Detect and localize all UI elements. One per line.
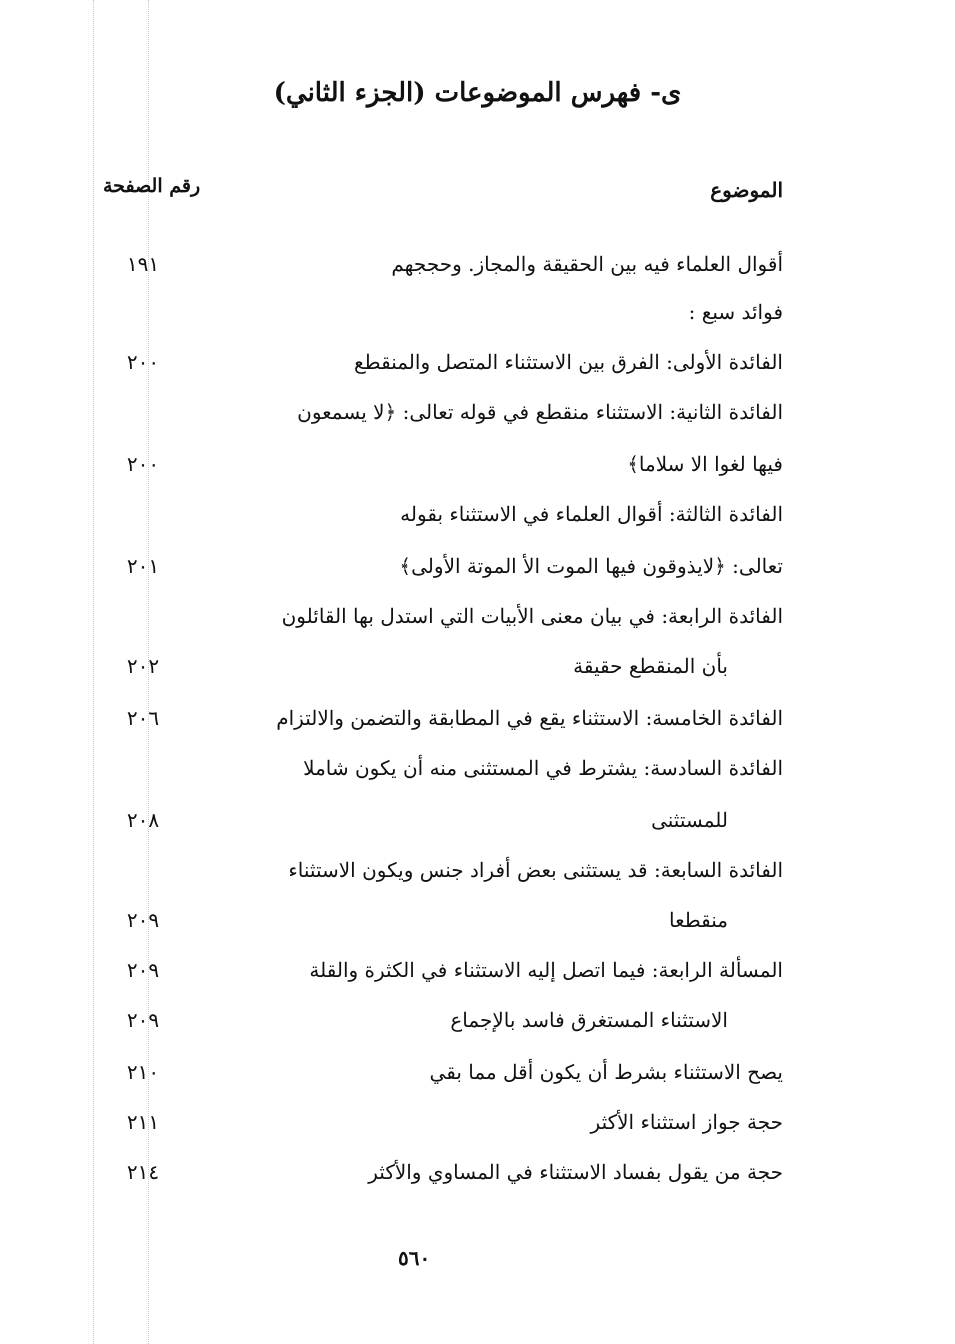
entry-page-number: ٢١١: [126, 1110, 160, 1134]
entry-topic: الفائدة الأولى: الفرق بين الاستثناء المتصل والمنقطع: [354, 350, 783, 374]
entry-page-number: ٢٠٢: [126, 654, 160, 678]
entry-topic: منقطعا: [668, 908, 728, 932]
index-entry: [95, 546, 783, 586]
entry-page-number: ٢٠٠: [126, 350, 160, 374]
entry-topic: فوائد سبع :: [688, 300, 783, 324]
entry-topic: بأن المنقطع حقيقة: [573, 654, 728, 678]
entry-topic: حجة من يقول بفساد الاستثناء في المساوي والأكثر: [368, 1160, 783, 1184]
entry-topic: يصح الاستثناء بشرط أن يكون أقل مما بقي: [429, 1060, 783, 1084]
entry-topic: الفائدة الخامسة: الاستثناء يقع في المطابقة والتضمن والالتزام: [276, 706, 783, 730]
index-entry: [95, 698, 783, 738]
entry-topic: الفائدة الثانية: الاستثناء منقطع في قوله تعالى: ﴿لا يسمعون: [297, 400, 783, 424]
index-entry: [95, 900, 783, 940]
entry-topic: الفائدة السادسة: يشترط في المستثنى منه أن يكون شاملا: [303, 756, 783, 780]
footer-page-number: ٥٦٠: [398, 1246, 431, 1270]
entry-page-number: ٢٠١: [126, 554, 160, 578]
index-entry: [95, 444, 783, 484]
entry-page-number: ٢٠٩: [126, 1008, 160, 1032]
entry-page-number: ٢١٤: [126, 1160, 160, 1184]
page-title: ى- فهرس الموضوعات (الجزء الثاني): [273, 78, 682, 108]
index-entry: [95, 1052, 783, 1092]
entry-page-number: ٢١٠: [126, 1060, 160, 1084]
page-fold-line: [93, 0, 94, 1344]
entry-topic: الفائدة الثالثة: أقوال العلماء في الاستثناء بقوله: [400, 502, 783, 526]
index-entry: [95, 1000, 783, 1040]
entry-topic: تعالى: ﴿لايذوقون فيها الموت الأ الموتة الأولى﴾: [399, 554, 783, 578]
index-entry: [95, 342, 783, 382]
index-entry: [95, 292, 783, 332]
entry-page-number: ٢٠٦: [126, 706, 160, 730]
index-entry: [95, 494, 783, 534]
page-number-column-header: رقم الصفحة: [103, 175, 201, 197]
entry-page-number: ٢٠٩: [126, 958, 160, 982]
entry-page-number: ٢٠٨: [126, 808, 160, 832]
entry-topic: أقوال العلماء فيه بين الحقيقة والمجاز. وحججهم: [391, 252, 783, 276]
entry-page-number: ٢٠٠: [126, 452, 160, 476]
index-entry: [95, 1102, 783, 1142]
entry-page-number: ٢٠٩: [126, 908, 160, 932]
entry-topic: الاستثناء المستغرق فاسد بالإجماع: [450, 1008, 728, 1032]
index-entry: [95, 800, 783, 840]
entry-topic: للمستثنى: [651, 808, 728, 832]
entry-topic: فيها لغوا الا سلاما﴾: [627, 452, 783, 476]
index-entry: [95, 244, 783, 284]
entry-topic: حجة جواز استثناء الأكثر: [590, 1110, 783, 1134]
topic-column-header: الموضوع: [710, 178, 783, 202]
entry-topic: الفائدة السابعة: قد يستثنى بعض أفراد جنس ويكون الاستثناء: [288, 858, 783, 882]
index-entry: [95, 748, 783, 788]
index-entry: [95, 850, 783, 890]
entry-page-number: ١٩١: [126, 252, 160, 276]
entry-topic: الفائدة الرابعة: في بيان معنى الأبيات التي استدل بها القائلون: [281, 604, 783, 628]
entry-topic: المسألة الرابعة: فيما اتصل إليه الاستثناء في الكثرة والقلة: [309, 958, 783, 982]
index-entry: [95, 646, 783, 686]
index-entry: [95, 392, 783, 432]
index-entry: [95, 950, 783, 990]
index-entry: [95, 596, 783, 636]
index-entry: [95, 1152, 783, 1192]
